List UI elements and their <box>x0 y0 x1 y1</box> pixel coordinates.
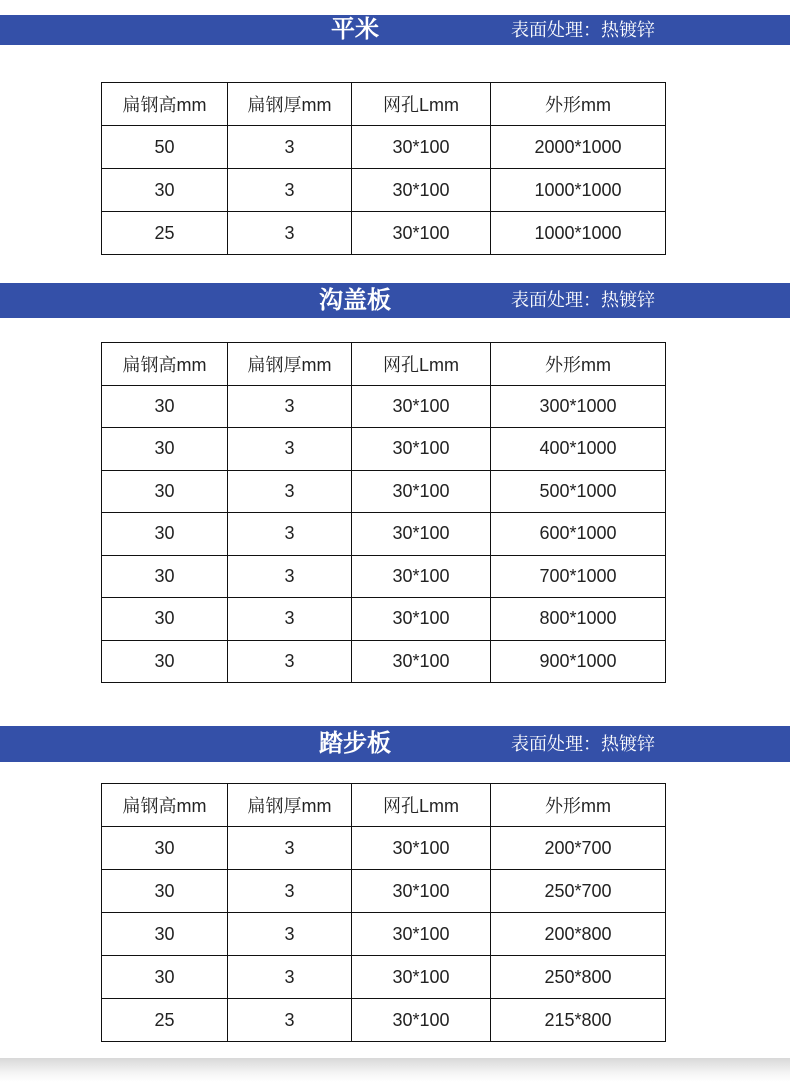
table-header-row <box>102 784 666 827</box>
table-cell: 400*1000 <box>491 428 666 471</box>
table-cell: 30*100 <box>352 513 491 556</box>
section-title: 踏步板 <box>319 730 391 757</box>
table-cell: 30*100 <box>352 126 491 169</box>
spec-table <box>101 783 666 1042</box>
table-cell: 30*100 <box>352 999 491 1042</box>
column-header: 外形mm <box>491 343 666 386</box>
table-cell: 3 <box>228 913 352 956</box>
table-cell: 2000*1000 <box>491 126 666 169</box>
column-header: 扁钢高mm <box>102 343 228 386</box>
table-cell: 30 <box>102 470 228 513</box>
table-cell: 500*1000 <box>491 470 666 513</box>
table-row <box>102 126 666 169</box>
surface-treatment-note: 表面处理：热镀锌 <box>511 20 655 40</box>
table-row <box>102 870 666 913</box>
table-cell: 30 <box>102 913 228 956</box>
table-cell: 25 <box>102 212 228 255</box>
table-cell: 30*100 <box>352 555 491 598</box>
table-cell: 3 <box>228 956 352 999</box>
table-row <box>102 428 666 471</box>
table-cell: 250*700 <box>491 870 666 913</box>
table-cell: 800*1000 <box>491 598 666 641</box>
bottom-divider <box>0 1058 790 1082</box>
table-cell: 3 <box>228 428 352 471</box>
table-header-row <box>102 343 666 386</box>
table-cell: 3 <box>228 470 352 513</box>
table-cell: 3 <box>228 385 352 428</box>
spec-table <box>101 82 666 255</box>
table-cell: 30*100 <box>352 212 491 255</box>
column-header: 网孔Lmm <box>352 343 491 386</box>
section-title: 平米 <box>331 16 379 43</box>
table-row <box>102 385 666 428</box>
table-cell: 30*100 <box>352 640 491 683</box>
table-cell: 3 <box>228 870 352 913</box>
table-cell: 3 <box>228 598 352 641</box>
table-cell: 3 <box>228 513 352 556</box>
table-cell: 200*700 <box>491 827 666 870</box>
table-cell: 30 <box>102 598 228 641</box>
table-cell: 3 <box>228 169 352 212</box>
column-header: 外形mm <box>491 83 666 126</box>
table-row <box>102 956 666 999</box>
table-cell: 30 <box>102 555 228 598</box>
table-row <box>102 640 666 683</box>
table-cell: 30 <box>102 640 228 683</box>
table-cell: 30 <box>102 827 228 870</box>
table-cell: 30 <box>102 428 228 471</box>
table-cell: 3 <box>228 126 352 169</box>
table-cell: 30*100 <box>352 385 491 428</box>
table-header-row <box>102 83 666 126</box>
section-banner <box>0 15 790 45</box>
surface-treatment-note: 表面处理：热镀锌 <box>511 734 655 754</box>
section-title: 沟盖板 <box>319 287 391 314</box>
table-cell: 3 <box>228 212 352 255</box>
table-row <box>102 827 666 870</box>
table-cell: 50 <box>102 126 228 169</box>
table-row <box>102 470 666 513</box>
table-cell: 30 <box>102 513 228 556</box>
table-cell: 250*800 <box>491 956 666 999</box>
table-cell: 1000*1000 <box>491 212 666 255</box>
table-cell: 30*100 <box>352 598 491 641</box>
table-cell: 700*1000 <box>491 555 666 598</box>
column-header: 扁钢厚mm <box>228 343 352 386</box>
table-cell: 600*1000 <box>491 513 666 556</box>
surface-treatment-note: 表面处理：热镀锌 <box>511 290 655 310</box>
table-row <box>102 212 666 255</box>
table-cell: 30 <box>102 385 228 428</box>
table-cell: 3 <box>228 999 352 1042</box>
column-header: 扁钢高mm <box>102 784 228 827</box>
table-cell: 3 <box>228 555 352 598</box>
table-cell: 30*100 <box>352 470 491 513</box>
table-cell: 30*100 <box>352 169 491 212</box>
table-row <box>102 598 666 641</box>
table-cell: 30*100 <box>352 913 491 956</box>
spec-table <box>101 342 666 683</box>
table-cell: 3 <box>228 827 352 870</box>
column-header: 外形mm <box>491 784 666 827</box>
column-header: 网孔Lmm <box>352 784 491 827</box>
section-banner <box>0 283 790 318</box>
table-row <box>102 169 666 212</box>
table-cell: 215*800 <box>491 999 666 1042</box>
table-cell: 30 <box>102 956 228 999</box>
table-cell: 30*100 <box>352 870 491 913</box>
column-header: 扁钢厚mm <box>228 784 352 827</box>
table-cell: 200*800 <box>491 913 666 956</box>
table-row <box>102 513 666 556</box>
table-cell: 900*1000 <box>491 640 666 683</box>
table-cell: 30*100 <box>352 428 491 471</box>
column-header: 扁钢高mm <box>102 83 228 126</box>
column-header: 网孔Lmm <box>352 83 491 126</box>
table-cell: 30*100 <box>352 827 491 870</box>
table-cell: 3 <box>228 640 352 683</box>
table-cell: 30 <box>102 169 228 212</box>
table-row <box>102 999 666 1042</box>
table-cell: 25 <box>102 999 228 1042</box>
column-header: 扁钢厚mm <box>228 83 352 126</box>
table-cell: 1000*1000 <box>491 169 666 212</box>
table-cell: 300*1000 <box>491 385 666 428</box>
table-row <box>102 913 666 956</box>
table-cell: 30 <box>102 870 228 913</box>
table-row <box>102 555 666 598</box>
section-banner <box>0 726 790 762</box>
table-cell: 30*100 <box>352 956 491 999</box>
